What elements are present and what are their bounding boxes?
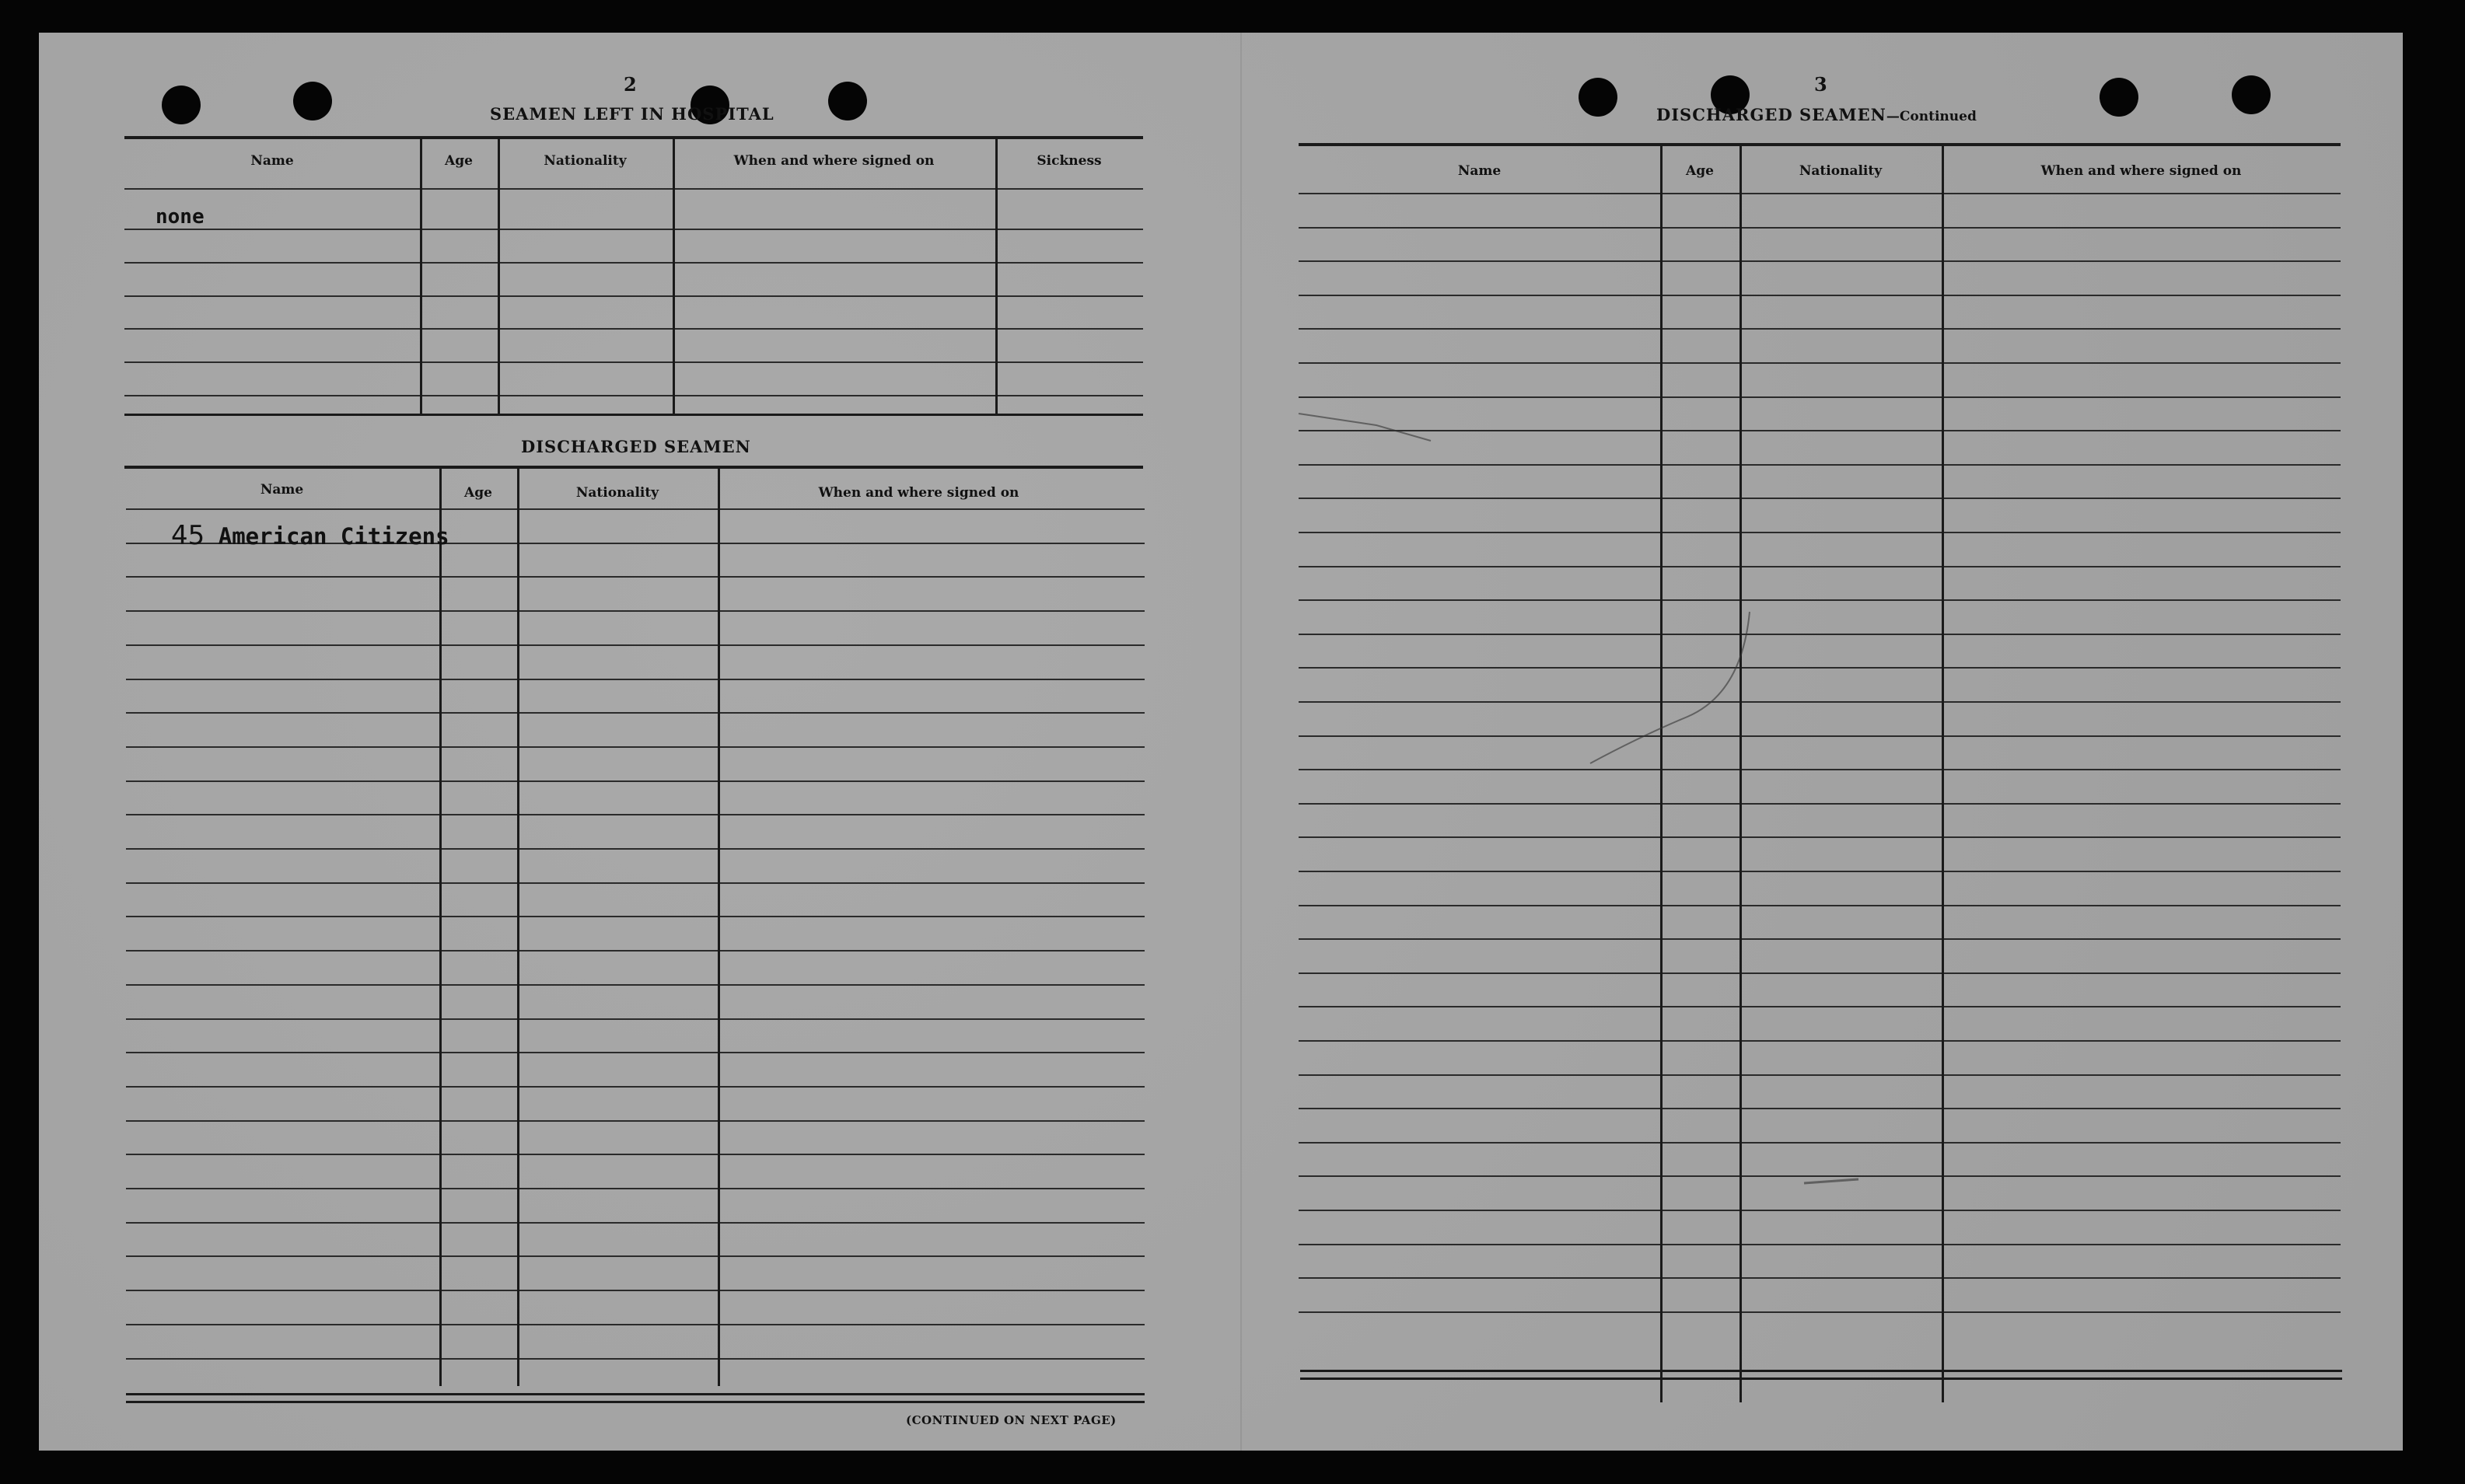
stray-pencil-marks — [39, 33, 2403, 1451]
continued-col-name: Name — [1457, 163, 1502, 179]
hospital-col-name: Name — [250, 153, 294, 169]
hospital-col-age: Age — [445, 153, 473, 169]
hospital-col-nationality: Nationality — [544, 153, 627, 169]
discharged-entry-text: American Citizens — [218, 523, 449, 550]
continued-section-title: DISCHARGED SEAMEN—Continued — [1656, 105, 1977, 124]
hospital-entry-none: none — [156, 205, 205, 229]
discharged-col-nationality: Nationality — [575, 485, 659, 501]
continued-note: (CONTINUED ON NEXT PAGE) — [906, 1413, 1117, 1427]
page-number: 2 — [624, 73, 637, 96]
hospital-section-title: SEAMEN LEFT IN HOSPITAL — [490, 104, 774, 124]
discharged-col-name: Name — [260, 482, 304, 498]
document-sheet — [39, 33, 2403, 1451]
continued-col-age: Age — [1686, 163, 1714, 179]
hospital-col-signed-on: When and where signed on — [733, 153, 935, 169]
discharged-col-signed-on: When and where signed on — [818, 485, 1019, 501]
discharged-col-age: Age — [464, 485, 492, 501]
continued-col-signed-on: When and where signed on — [2040, 163, 2242, 179]
discharged-entry-count: 45 — [171, 520, 205, 551]
discharged-section-title: DISCHARGED SEAMEN — [521, 437, 751, 456]
hospital-col-sickness: Sickness — [1037, 153, 1102, 169]
continued-col-nationality: Nationality — [1799, 163, 1883, 179]
page-number: 3 — [1814, 73, 1827, 96]
